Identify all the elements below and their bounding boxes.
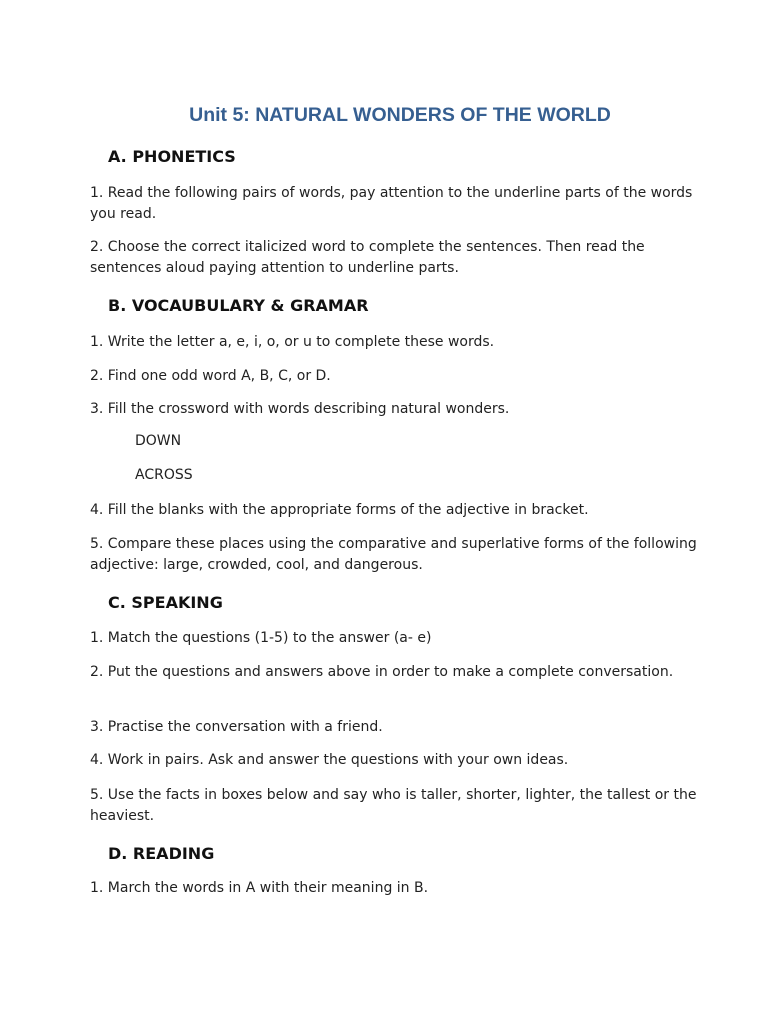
heading-phonetics: A. PHONETICS <box>108 147 236 166</box>
speaking-item-5: 5. Use the facts in boxes below and say who is taller, shorter, lighter, the tallest or the heaviest. <box>90 787 697 824</box>
heading-speaking: C. SPEAKING <box>108 593 223 612</box>
crossword-down: DOWN <box>135 433 182 449</box>
speaking-item-3: 3. Practise the conversation with a friend. <box>90 719 383 735</box>
heading-reading: D. READING <box>108 844 215 863</box>
speaking-item-1: 1. Match the questions (1-5) to the answer (a- e) <box>90 630 432 646</box>
vocabulary-item-1: 1. Write the letter a, e, i, o, or u to complete these words. <box>90 334 495 350</box>
speaking-item-2: 2. Put the questions and answers above in order to make a complete conversation. <box>90 664 674 680</box>
vocabulary-item-3: 3. Fill the crossword with words describing natural wonders. <box>90 401 510 417</box>
heading-vocabulary: B. VOCAUBULARY & GRAMAR <box>108 296 369 315</box>
vocabulary-item-4: 4. Fill the blanks with the appropriate forms of the adjective in bracket. <box>90 502 589 518</box>
speaking-item-4: 4. Work in pairs. Ask and answer the questions with your own ideas. <box>90 752 569 768</box>
reading-item-1: 1. March the words in A with their meaning in B. <box>90 880 429 896</box>
vocabulary-item-2: 2. Find one odd word A, B, C, or D. <box>90 368 331 384</box>
crossword-across: ACROSS <box>135 467 193 483</box>
page-title: Unit 5: NATURAL WONDERS OF THE WORLD <box>189 104 611 126</box>
phonetics-item-2: 2. Choose the correct italicized word to complete the sentences. Then read the sentences aloud paying attention to underline parts. <box>90 239 645 276</box>
phonetics-item-1: 1. Read the following pairs of words, pay attention to the underline parts of the words you read. <box>90 185 693 222</box>
vocabulary-item-5: 5. Compare these places using the comparative and superlative forms of the following adjective: large, crowded, cool, and dangerous. <box>90 536 697 573</box>
